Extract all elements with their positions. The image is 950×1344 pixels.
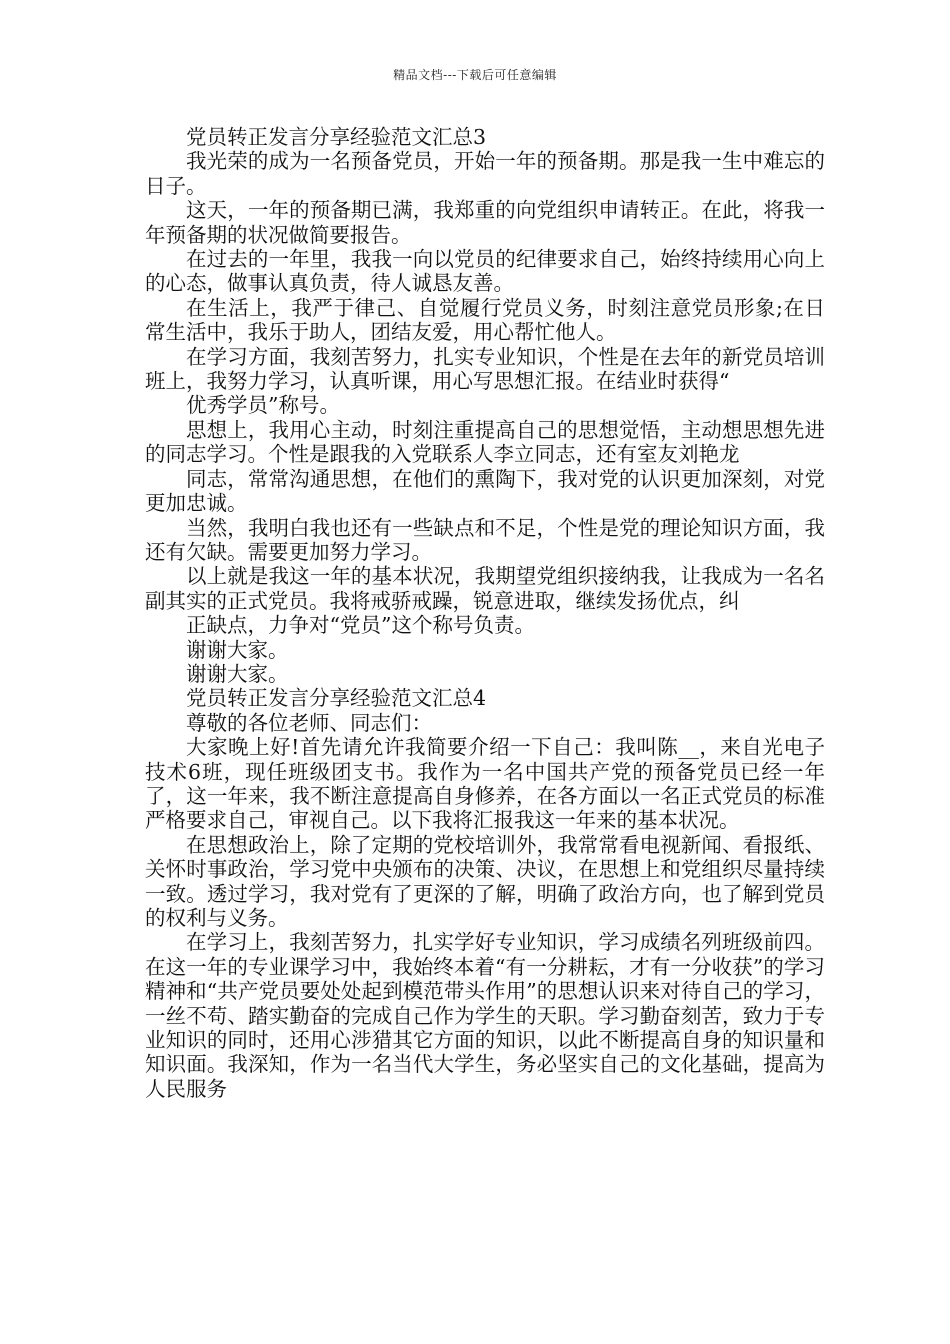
paragraph: 思想上，我用心主动，时刻注重提高自己的思想觉悟，主动想思想先进的同志学习。个性是跟我的入党联系人李立同志，还有室友刘艳龙 [145, 417, 825, 467]
paragraph: 在学习方面，我刻苦努力，扎实专业知识，个性是在去年的新党员培训班上，我努力学习，认真听课，用心写思想汇报。在结业时获得“ [145, 344, 825, 394]
paragraph: 这天，一年的预备期已满，我郑重的向党组织申请转正。在此，将我一年预备期的状况做简要报告。 [145, 198, 825, 247]
paragraph: 当然，我明白我也还有一些缺点和不足，个性是党的理论知识方面，我还有欠缺。需要更加努力学习。 [145, 515, 825, 564]
paragraph: 我光荣的成为一名预备党员，开始一年的预备期。那是我一生中难忘的日子。 [145, 149, 825, 198]
paragraph: 同志，常常沟通思想，在他们的熏陶下，我对党的认识更加深刻，对党更加忠诚。 [145, 466, 825, 516]
paragraph: 优秀学员”称号。 [186, 393, 340, 418]
section-title: 党员转正发言分享经验范文汇总3 [186, 125, 487, 149]
paragraph: 谢谢大家。 [186, 637, 289, 662]
paragraph: 大家晚上好!首先请允许我简要介绍一下自己：我叫陈__，来自光电子技术6班，现任班级团支书。我作为一名中国共产党的预备党员已经一年了，这一年来，我不断注意提高自身修养，在各方面以一名正式党员的标准严格要求自己，审视自己。以下我将汇报我这一年来的基本状况。 [145, 735, 825, 833]
paragraph: 在生活上，我严于律己、自觉履行党员义务，时刻注意党员形象;在日常生活中，我乐于助人，团结友爱，用心帮忙他人。 [145, 295, 825, 345]
paragraph: 在过去的一年里，我我一向以党员的纪律要求自己，始终持续用心向上的心态，做事认真负责，待人诚恳友善。 [145, 247, 825, 296]
paragraph: 在学习上，我刻苦努力，扎实学好专业知识，学习成绩名列班级前四。在这一年的专业课学习中，我始终本着“有一分耕耘，才有一分收获”的学习精神和“共产党员要处处起到模范带头作用”的思想认识来对待自己的学习，一丝不苟、踏实勤奋的完成自己作为学生的天职。学习勤奋刻苦，致力于专业知识的同时，还用心涉猎其它方面的知识，以此不断提高自身的知识量和知识面。我深知，作为一名当代大学生，务必坚实自己的文化基础，提高为人民服务 [145, 930, 825, 1101]
document-body [145, 125, 825, 1101]
paragraph: 以上就是我这一年的基本状况，我期望党组织接纳我，让我成为一名名副其实的正式党员。我将戒骄戒躁，锐意进取，继续发扬优点，纠 [145, 564, 825, 613]
section-title: 党员转正发言分享经验范文汇总4 [186, 686, 487, 711]
paragraph: 正缺点，力争对“党员”这个称号负责。 [186, 613, 535, 638]
paragraph: 在思想政治上，除了定期的党校培训外，我常常看电视新闻、看报纸、关怀时事政治，学习党中央颁布的决策、决议，在思想上和党组织尽量持续一致。透过学习，我对党有了更深的了解，明确了政治方向，也了解到党员的权利与义务。 [145, 832, 825, 930]
paragraph: 谢谢大家。 [186, 661, 289, 686]
page-header: 精品文档---下载后可任意编辑 [393, 68, 557, 82]
salutation: 尊敬的各位老师、同志们： [186, 710, 432, 735]
